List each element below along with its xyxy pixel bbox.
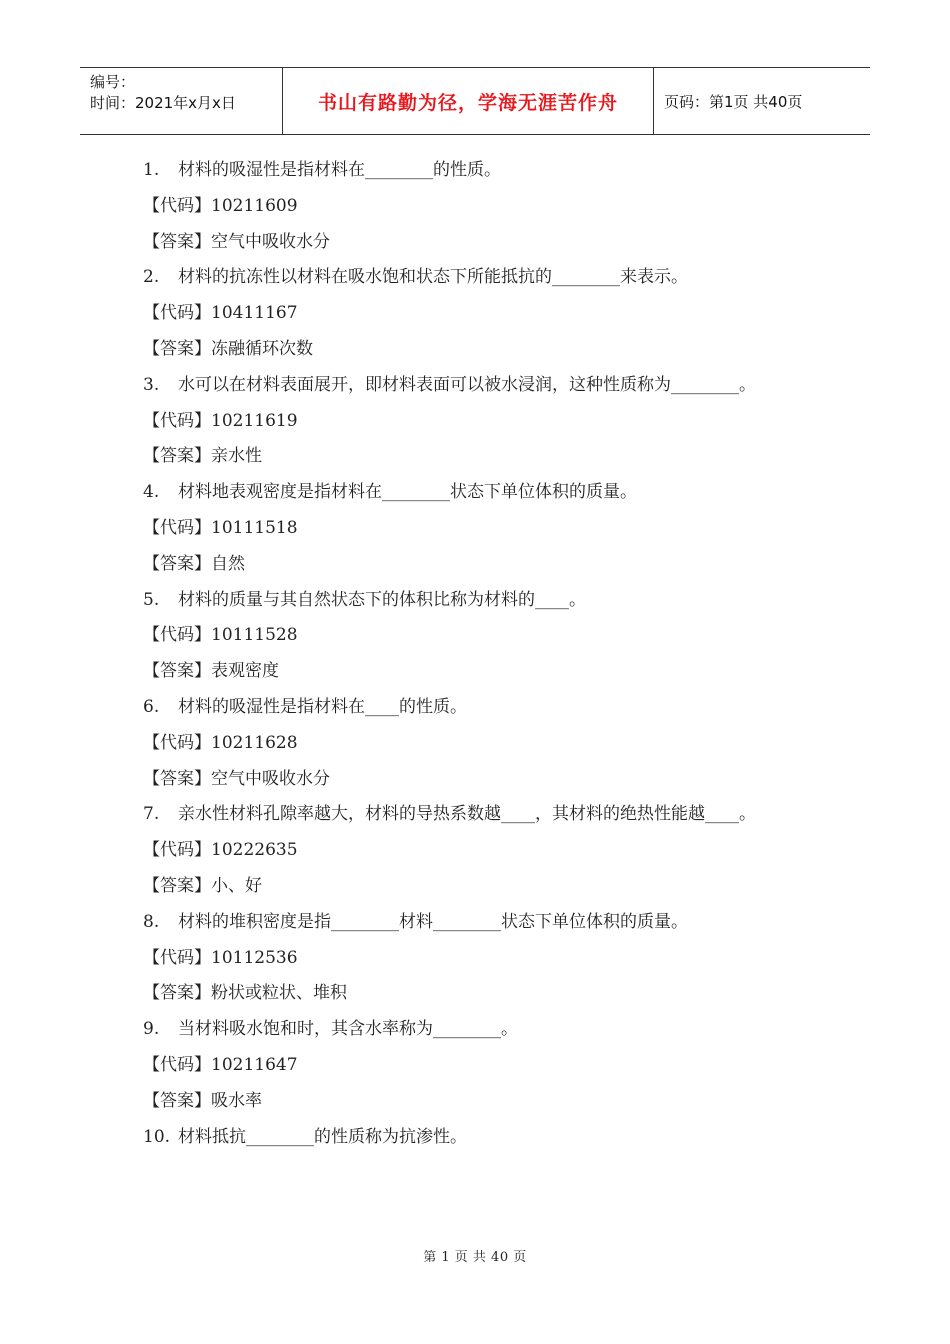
question-number: 10. xyxy=(143,1126,171,1147)
question-text: 当材料吸水饱和时，其含水率称为________。 xyxy=(178,1019,518,1040)
time-label: 时间：2021年x月x日 xyxy=(90,94,236,112)
question-number: 7. xyxy=(143,804,160,825)
question-answer: 【答案】小、好 xyxy=(143,875,262,896)
question-text: 材料的质量与其自然状态下的体积比称为材料的____。 xyxy=(178,589,586,610)
question-answer: 【答案】空气中吸收水分 xyxy=(143,231,330,252)
header-meta xyxy=(80,68,282,134)
question-code: 【代码】10222635 xyxy=(143,840,298,861)
question-text: 材料的堆积密度是指________材料________状态下单位体积的质量。 xyxy=(178,911,688,932)
question-code: 【代码】10411167 xyxy=(143,303,298,324)
question-code: 【代码】10211628 xyxy=(143,732,298,753)
question-item xyxy=(143,905,823,941)
question-list xyxy=(143,153,823,1155)
question-item xyxy=(143,153,823,189)
question-answer: 【答案】亲水性 xyxy=(143,446,262,467)
question-text: 材料的抗冻性以材料在吸水饱和状态下所能抵抗的________来表示。 xyxy=(178,267,688,288)
question-code: 【代码】10211619 xyxy=(143,410,298,431)
question-number: 4. xyxy=(143,482,160,503)
question-answer: 【答案】冻融循环次数 xyxy=(143,338,313,359)
question-code: 【代码】10211609 xyxy=(143,195,298,216)
question-answer: 【答案】吸水率 xyxy=(143,1090,262,1111)
question-text: 材料的吸湿性是指材料在____的性质。 xyxy=(178,696,467,717)
question-code: 【代码】10111528 xyxy=(143,625,298,646)
page-header xyxy=(80,67,870,135)
question-item xyxy=(143,797,823,833)
question-answer: 【答案】空气中吸收水分 xyxy=(143,768,330,789)
question-item xyxy=(143,368,823,404)
header-motto: 书山有路勤为径，学海无涯苦作舟 xyxy=(282,68,654,134)
page-footer: 第 1 页 共 40 页 xyxy=(423,1250,527,1265)
question-number: 6. xyxy=(143,696,160,717)
question-text: 材料抵抗________的性质称为抗渗性。 xyxy=(178,1126,467,1147)
question-text: 材料地表观密度是指材料在________状态下单位体积的质量。 xyxy=(178,482,637,503)
question-item xyxy=(143,1012,823,1048)
question-text: 亲水性材料孔隙率越大，材料的导热系数越____，其材料的绝热性能越____。 xyxy=(178,804,756,825)
question-text: 水可以在材料表面展开，即材料表面可以被水浸润，这种性质称为________。 xyxy=(178,374,756,395)
question-item xyxy=(143,475,823,511)
question-item xyxy=(143,690,823,726)
question-number: 5. xyxy=(143,589,160,610)
question-item xyxy=(143,583,823,619)
question-code: 【代码】10111518 xyxy=(143,517,298,538)
question-code: 【代码】10112536 xyxy=(143,947,298,968)
question-answer: 【答案】自然 xyxy=(143,553,245,574)
question-item xyxy=(143,1120,823,1156)
question-number: 8. xyxy=(143,911,160,932)
question-number: 2. xyxy=(143,267,160,288)
question-number: 9. xyxy=(143,1019,160,1040)
question-item xyxy=(143,260,823,296)
header-page-info: 页码：第1页 共40页 xyxy=(664,92,803,111)
question-answer: 【答案】粉状或粒状、堆积 xyxy=(143,983,347,1004)
question-text: 材料的吸湿性是指材料在________的性质。 xyxy=(178,160,501,180)
question-number: 1. xyxy=(143,160,160,180)
question-code: 【代码】10211647 xyxy=(143,1054,298,1075)
question-answer: 【答案】表观密度 xyxy=(143,661,279,682)
code-label: 编号： xyxy=(90,73,136,91)
question-number: 3. xyxy=(143,374,160,395)
